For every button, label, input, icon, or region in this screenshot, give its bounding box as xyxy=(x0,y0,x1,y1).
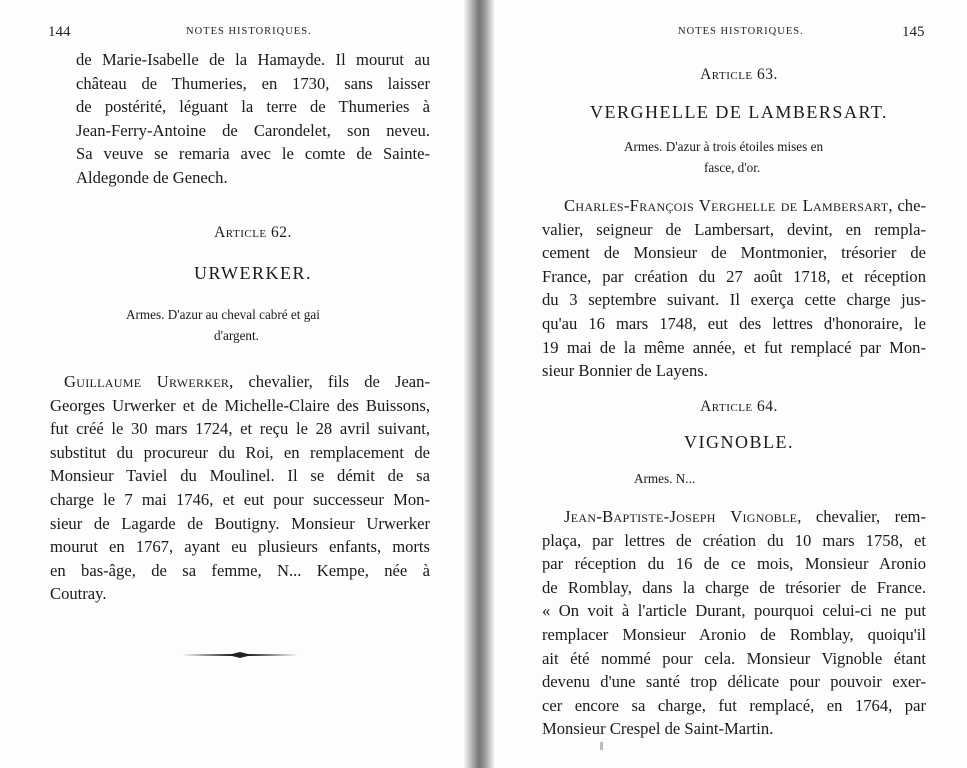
text-line xyxy=(542,194,926,218)
text-line: fut créé le 30 mars 1724, et reçu le 28 avril suivant, xyxy=(50,419,430,439)
text-line: France, par création du 27 août 1718, et réception xyxy=(542,266,926,286)
text-line: sieur Bonnier de Layens. xyxy=(542,361,708,381)
text-line: plaça, par lettres de création du 10 mars 1758, et xyxy=(542,530,926,550)
text-line: Aldegonde de Genech. xyxy=(76,167,228,187)
print-mark xyxy=(600,742,603,750)
article-64-title: VIGNOBLE. xyxy=(684,432,794,452)
text-fragment: , che- xyxy=(888,196,926,215)
text-line: cer encore sa charge, fut remplacé, en 1764, par xyxy=(542,695,926,715)
right-page-number: 145 xyxy=(902,24,925,40)
arms-line: Armes. D'azur au cheval cabré et gai xyxy=(126,307,320,322)
text-line: de postérité, léguant la terre de Thumeries à xyxy=(76,97,430,117)
person-name: Guillaume Urwerker xyxy=(64,372,230,391)
text-line xyxy=(50,370,430,394)
text-line: en bas-âge, de sa femme, N... Kempe, née à xyxy=(50,560,430,580)
text-line: charge le 7 mai 1746, et eut pour successeur Mon- xyxy=(50,489,430,509)
article-64-label: Article 64. xyxy=(700,398,778,415)
text-line: Coutray. xyxy=(50,584,107,604)
left-page-number: 144 xyxy=(48,24,71,40)
arms-line: d'argent. xyxy=(214,328,259,343)
arms-line: fasce, d'or. xyxy=(704,160,761,175)
text-line: remplacer Monsieur Aronio de Romblay, quoiqu'il xyxy=(542,624,926,644)
person-name: Charles-François Verghelle de Lambersart xyxy=(564,196,889,215)
person-name: Jean-Baptiste-Joseph Vignoble xyxy=(564,507,798,526)
article-63-arms xyxy=(624,136,924,178)
text-line: mourut en 1767, ayant eu plusieurs enfants, morts xyxy=(50,537,430,557)
text-fragment: , chevalier, fils de Jean- xyxy=(229,372,430,391)
text-line: qu'au 16 mars 1748, eut des lettres d'honoraire, le xyxy=(542,313,926,333)
text-line: château de Thumeries, en 1730, sans laisser xyxy=(76,73,430,93)
right-running-head: NOTES HISTORIQUES. xyxy=(678,26,804,37)
text-fragment: , chevalier, rem- xyxy=(797,507,926,526)
text-line: Jean-Ferry-Antoine de Carondelet, son neveu. xyxy=(76,120,430,140)
text-line: par réception du 16 de ce mois, Monsieur Aronio xyxy=(542,554,926,574)
text-line: cement de Monsieur de Montmonier, trésorier de xyxy=(542,243,926,263)
article-62-title: URWERKER. xyxy=(193,263,312,283)
article-64-body xyxy=(542,505,926,741)
left-running-head: NOTES HISTORIQUES. xyxy=(186,26,312,37)
text-line: Sa veuve se remaria avec le comte de Sainte- xyxy=(76,144,430,164)
text-line: sieur de Lagarde de Boutigny. Monsieur Urwerker xyxy=(50,513,430,533)
book-gutter xyxy=(464,0,494,768)
article-64-arms: Armes. N... xyxy=(634,471,696,486)
text-line: Monsieur Crespel de Saint-Martin. xyxy=(542,719,774,739)
text-line: de Romblay, dans la charge de trésorier de France. xyxy=(542,577,926,597)
article-63-label: Article 63. xyxy=(700,66,778,83)
text-line: « On voit à l'article Durant, pourquoi celui-ci ne put xyxy=(542,601,926,621)
text-line: de Marie-Isabelle de la Hamayde. Il mourut au xyxy=(76,50,430,69)
text-line: substitut du procureur du Roi, en remplacement de xyxy=(50,442,430,462)
article-62-label: Article 62. xyxy=(214,224,292,241)
article-62-arms xyxy=(126,304,426,346)
text-line xyxy=(542,505,926,529)
article-63-body xyxy=(542,194,926,383)
left-continuation-paragraph xyxy=(76,48,430,190)
article-63-title: VERGHELLE DE LAMBERSART. xyxy=(589,102,889,122)
text-line: ait été nommé pour cela. Monsieur Vignoble étant xyxy=(542,648,926,668)
ornament-divider xyxy=(182,651,298,659)
text-line: 19 mai de la même année, et fut remplacé par Mon- xyxy=(542,337,926,357)
arms-line: Armes. D'azur à trois étoiles mises en xyxy=(624,139,824,154)
article-62-body xyxy=(50,370,430,606)
text-line: Georges Urwerker et de Michelle-Claire des Buissons, xyxy=(50,395,430,415)
text-line: devenu d'une santé trop délicate pour pouvoir exer- xyxy=(542,672,926,692)
text-line: valier, seigneur de Lambersart, devint, en rempla- xyxy=(542,219,926,239)
right-page xyxy=(494,0,967,768)
text-line: du 3 septembre suivant. Il exerça cette charge jus- xyxy=(542,290,926,310)
left-page xyxy=(0,0,464,768)
text-line: Monsieur Taviel du Moulinel. Il se démit de sa xyxy=(50,466,430,486)
